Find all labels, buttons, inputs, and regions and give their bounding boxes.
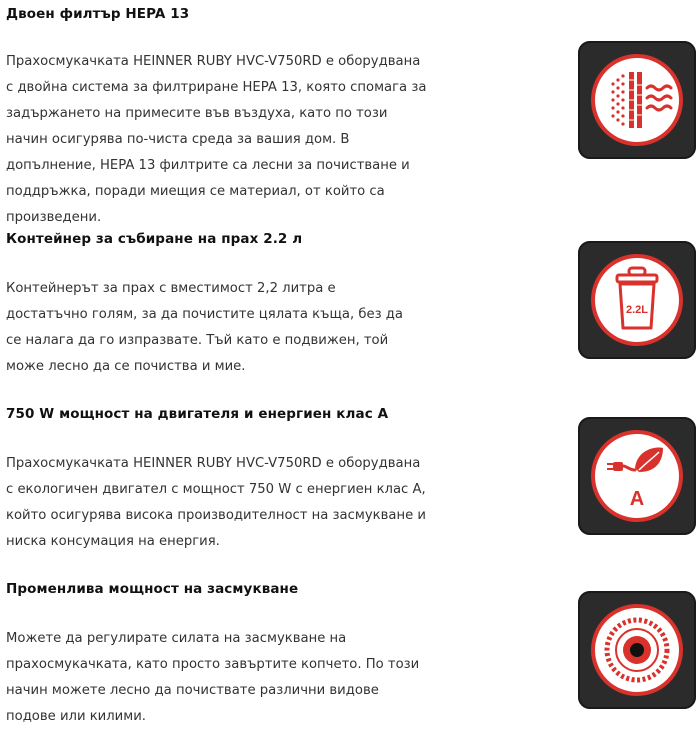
feature-title: Променлива мощност на засмукване: [6, 581, 299, 597]
suction-dial-icon: [578, 591, 696, 709]
eco-energy-icon: [578, 417, 696, 535]
dust-container-icon: [578, 241, 696, 359]
energy-class-label: A: [629, 488, 645, 510]
feature-title: 750 W мощност на двигателя и енергиен клас А: [6, 406, 389, 422]
container-capacity-label: 2.2L: [625, 304, 649, 316]
feature-description: Контейнерът за прах с вместимост 2,2 литра е достатъчно голям, за да почистите цялата къща, без да се налага да го изпразвате. Тъй като е подвижен, той може лесно да се почиства и мие.: [6, 281, 403, 374]
feature-title: Контейнер за събиране на прах 2.2 л: [6, 231, 303, 247]
feature-description: Прахосмукачката HEINNER RUBY HVC-V750RD е оборудвана с екологичен двигател с мощност 750 W с енергиен клас А, който осигурява висока производителност на засмукване и ниска консумация на енергия.: [6, 456, 426, 549]
feature-description: Прахосмукачката HEINNER RUBY HVC-V750RD е оборудвана с двойна система за филтриране HEPA 13, която спомага за задържането на примесите във въздуха, като по този начин осигурява по-чиста среда за вашия дом. В допълнение, HEPA 13 филтрите са лесни за почистване и поддръжка, поради миещия се материал, от който са произведени.: [6, 54, 427, 225]
feature-description: Можете да регулирате силата на засмукване на прахосмукачката, като просто завъртите копчето. По този начин можете лесно да почиствате различни видове подове или килими.: [6, 631, 420, 724]
feature-title: Двоен филтър HEPA 13: [6, 6, 190, 22]
hepa-filter-icon: [578, 41, 696, 159]
